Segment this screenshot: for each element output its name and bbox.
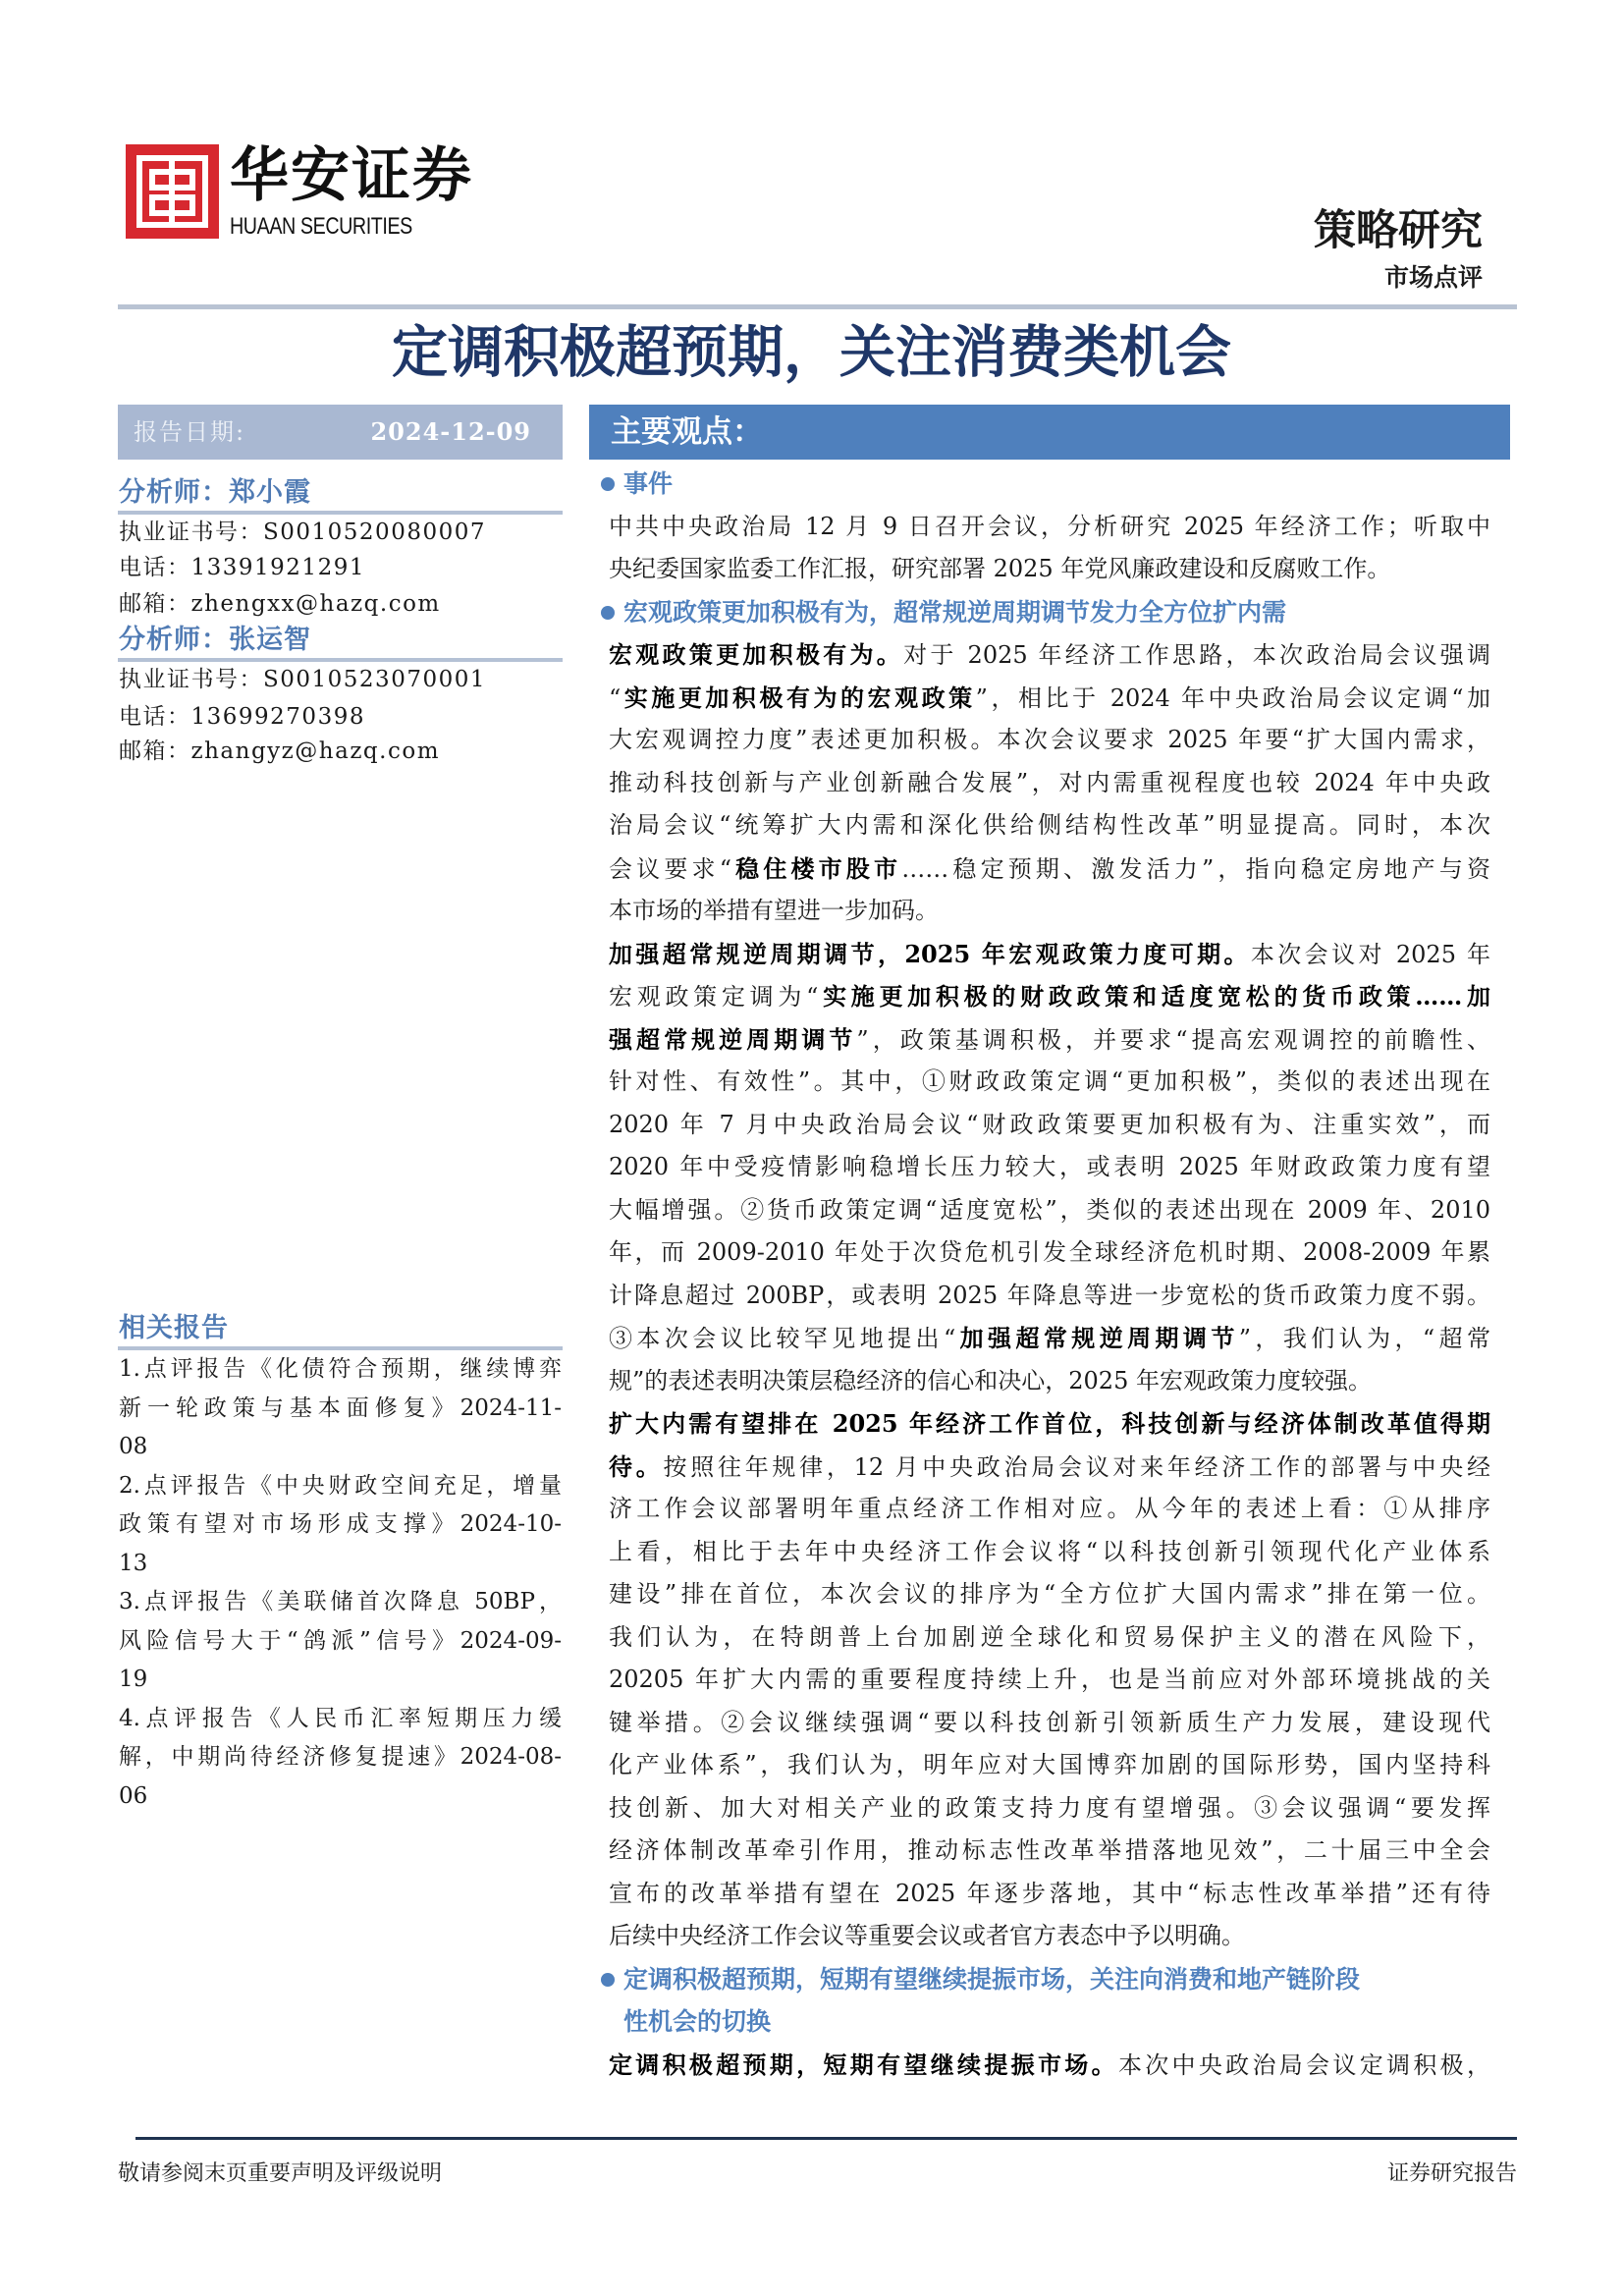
text-line (601, 1915, 1490, 1958)
related-report-line: 解，中期尚待经济修复提速》2024-08- (119, 1744, 562, 1770)
text-run: 针对性、有效性”。其中，①财政政策定调“更加积极”，类似的表述出现在 (609, 1067, 1490, 1095)
related-report-line: 19 (119, 1667, 148, 1692)
footer-doc-type: 证券研究报告 (1386, 2161, 1517, 2186)
key-point-section (601, 1958, 1490, 2087)
text-run: ”，政策基调积极，并要求“提高宏观调控的前瞻性、 (856, 1025, 1491, 1054)
text-run: 大幅增强。②货币政策定调“适度宽松”，类似的表述出现在 2009 年、2010 (609, 1195, 1490, 1224)
text-line (601, 933, 1490, 976)
report-title: 定调积极超预期，关注消费类机会 (392, 319, 1231, 385)
text-run: 宣布的改革举措有望在 2025 年逐步落地，其中“标志性改革举措”还有待 (609, 1879, 1490, 1907)
text-line (601, 1402, 1490, 1446)
text-line (601, 1616, 1490, 1660)
related-report-line: 2.点评报告《中央财政空间充足，增量 (119, 1472, 562, 1499)
paragraph (601, 933, 1490, 1403)
analyst-email[interactable]: 邮箱：zhengxx@hazq.com (119, 591, 441, 617)
text-run: 经济体制改革牵引作用，推动标志性改革举措落地见效”，二十届三中全会 (609, 1836, 1490, 1864)
related-report-item[interactable] (119, 1700, 562, 1817)
section-heading-text: 宏观政策更加积极有为，超常规逆周期调节发力全方位扩内需 (623, 597, 1287, 627)
related-report-item[interactable] (119, 1350, 562, 1467)
bold-text-run: 稳住楼市股市 (730, 853, 902, 883)
text-run: 计降息超过 200BP，或表明 2025 年降息等进一步宽松的货币政策力度不弱。 (609, 1281, 1490, 1309)
text-line (601, 804, 1490, 847)
bold-text-run: 实施更加积极有为的宏观政策 (621, 683, 976, 712)
text-run: ③本次会议比较罕见地提出“ (609, 1325, 956, 1352)
text-line (601, 1659, 1490, 1702)
related-report-line: 新一轮政策与基本面修复》2024-11- (119, 1394, 562, 1421)
related-report-line: 13 (119, 1550, 148, 1576)
report-subcategory: 市场点评 (1383, 263, 1483, 292)
bold-text-run: 宏观政策更加积极有为。 (609, 640, 904, 669)
text-run: 技创新、加大对相关产业的政策支持力度有望增强。③会议强调“要发挥 (609, 1793, 1490, 1822)
text-line (601, 548, 1490, 591)
related-report-line: 政策有望对市场形成支撑》2024-10- (119, 1511, 562, 1537)
text-line (601, 1360, 1490, 1403)
logo-text-cn: 华安证券 (230, 141, 473, 210)
bullet-icon (601, 1973, 615, 1987)
text-run: ……稳定预期、激发活力”，指向稳定房地产与资 (901, 854, 1490, 883)
text-run: 年，而 2009-2010 年处于次贷危机引发全球经济危机时期、2008-2009 年累 (609, 1238, 1490, 1266)
text-run: 后续中央经济工作会议等重要会议或者官方表态中予以明确。 (609, 1922, 1245, 1949)
bullet-icon (601, 606, 615, 620)
text-run: 2020 年 7 月中央政治局会议“财政政策要更加积极有为、注重实效”，而 (609, 1110, 1490, 1138)
paragraph (601, 2044, 1490, 2087)
text-line (601, 1231, 1490, 1275)
text-line (601, 1488, 1490, 1531)
text-line (601, 1787, 1490, 1831)
text-line (601, 1873, 1490, 1916)
text-run: 央纪委国家监委工作汇报，研究部署 2025 年党风廉政建设和反腐败工作。 (609, 555, 1391, 582)
text-line (601, 1189, 1490, 1232)
related-report-line: 1.点评报告《化债符合预期，继续博弈 (119, 1356, 562, 1382)
text-run: 我们认为，在特朗普上台加剧逆全球化和贸易保护主义的潜在风险下， (609, 1622, 1490, 1651)
text-run: 本次会议对 2025 年 (1250, 940, 1490, 968)
related-report-line: 06 (119, 1782, 148, 1809)
analyst-license: 执业证书号：S0010520080007 (119, 519, 486, 545)
text-run: 会议要求“ (609, 854, 731, 883)
section-heading-text: 定调积极超预期，短期有望继续提振市场，关注向消费和地产链阶段 (623, 1964, 1361, 1994)
text-run: 上看，相比于去年中央经济工作会议将“以科技创新引领现代化产业体系 (609, 1537, 1490, 1565)
bold-text-run: 加强超常规逆周期调节，2025 年宏观政策力度可期。 (609, 939, 1251, 968)
text-run: 治局会议“统筹扩大内需和深化供给侧结构性改革”明显提高。同时，本次 (609, 811, 1490, 839)
analyst-phone: 电话：13391921291 (119, 555, 365, 580)
report-date-bar (118, 405, 563, 460)
related-report-line: 3.点评报告《美联储首次降息 50BP， (119, 1589, 562, 1614)
text-line (601, 1146, 1490, 1189)
related-report-line: 08 (119, 1434, 148, 1459)
report-category: 策略研究 (1314, 206, 1483, 255)
section-heading (601, 463, 1490, 506)
related-report-item[interactable] (119, 1467, 562, 1584)
text-run: 济工作会议部署明年重点经济工作相对应。从今年的表述上看：①从排序 (609, 1495, 1490, 1522)
bold-text-run: 加强超常规逆周期调节 (955, 1324, 1239, 1352)
key-points-header: 主要观点： (589, 405, 1510, 460)
text-run: 按照往年规律，12 月中央政治局会议对来年经济工作的部署与中央经 (663, 1452, 1491, 1481)
text-run: 宏观政策定调为“ (609, 983, 819, 1011)
related-report-line: 风险信号大于“鸽派”信号》2024-09- (119, 1627, 562, 1654)
footer-disclaimer: 敬请参阅末页重要声明及评级说明 (118, 2161, 443, 2186)
section-heading (601, 1958, 1490, 2001)
text-line (601, 1275, 1490, 1318)
footer-divider (135, 2137, 1517, 2140)
section-heading-text: 事件 (623, 469, 674, 498)
text-run: “ (609, 683, 622, 712)
section-heading-text: 性机会的切换 (623, 2007, 772, 2036)
text-run: 20205 年扩大内需的重要程度持续上升，也是当前应对外部环境挑战的关 (609, 1666, 1490, 1693)
text-line (601, 719, 1490, 762)
text-line (601, 1830, 1490, 1873)
bold-text-run: 扩大内需有望排在 2025 年经济工作首位，科技创新与经济体制改革值得期 (609, 1409, 1490, 1438)
analyst-phone: 电话：13699270398 (119, 704, 365, 730)
key-point-section (601, 591, 1490, 1958)
text-line (601, 890, 1490, 933)
bold-text-run: 强超常规逆周期调节 (609, 1024, 857, 1054)
analyst-label: 分析师：张运智 (119, 625, 311, 655)
text-run: 对于 2025 年经济工作思路，本次政治局会议强调 (903, 641, 1490, 669)
key-point-section (601, 463, 1490, 591)
text-line (601, 1531, 1490, 1574)
text-line (601, 1317, 1490, 1360)
related-report-line: 4.点评报告《人民币汇率短期压力缓 (119, 1705, 562, 1731)
analyst-email[interactable]: 邮箱：zhangyz@hazq.com (119, 738, 441, 764)
related-reports-heading: 相关报告 (119, 1313, 229, 1343)
text-run: 本次中央政治局会议定调积极， (1117, 2050, 1490, 2079)
text-line (601, 762, 1490, 805)
analyst-label: 分析师：郑小霞 (119, 477, 311, 508)
text-line (601, 1446, 1490, 1489)
text-run: 建设”排在首位，本次会议的排序为“全方位扩大国内需求”排在第一位。 (609, 1580, 1490, 1608)
paragraph (601, 506, 1490, 591)
text-line (601, 1104, 1490, 1147)
text-run: 中共中央政治局 12 月 9 日召开会议，分析研究 2025 年经济工作；听取中 (609, 512, 1490, 540)
key-points-body (601, 463, 1490, 2086)
text-line (601, 633, 1490, 677)
bold-text-run: 待。 (609, 1451, 664, 1481)
related-report-item[interactable] (119, 1583, 562, 1700)
text-run: 键举措。②会议继续强调“要以科技创新引领新质生产力发展，建设现代 (609, 1708, 1490, 1736)
text-line (601, 2044, 1490, 2087)
text-run: 本市场的举措有望进一步加码。 (609, 897, 939, 924)
text-run: 大宏观调控力度”表述更加积极。本次会议要求 2025 年要“扩大国内需求， (609, 726, 1490, 753)
text-line (601, 975, 1490, 1018)
related-reports-list (119, 1350, 562, 1816)
text-run: 规”的表述表明决策层稳经济的信心和决心，2025 年宏观政策力度较强。 (609, 1366, 1372, 1394)
bullet-icon (601, 477, 615, 491)
section-heading (601, 2000, 1490, 2044)
section-heading (601, 591, 1490, 634)
text-run: 2020 年中受疫情影响稳增长压力较大，或表明 2025 年财政政策力度有望 (609, 1153, 1490, 1180)
text-run: ”，我们认为，“超常 (1238, 1325, 1490, 1352)
text-line (601, 506, 1490, 549)
paragraph (601, 633, 1490, 933)
text-run: 化产业体系”，我们认为，明年应对大国博弈加剧的国际形势，国内坚持科 (609, 1751, 1490, 1778)
report-date-value: 2024-12-09 (370, 417, 531, 446)
text-line (601, 1744, 1490, 1787)
text-line (601, 1061, 1490, 1104)
bold-text-run: 定调积极超预期，短期有望继续提振市场。 (609, 2050, 1118, 2079)
bold-text-run: 实施更加积极的财政政策和适度宽松的货币政策……加 (818, 982, 1490, 1011)
paragraph (601, 1402, 1490, 1958)
text-run: 推动科技创新与产业创新融合发展”，对内需重视程度也较 2024 年中央政 (609, 768, 1490, 796)
text-run: ”，相比于 2024 年中央政治局会议定调“加 (975, 683, 1491, 712)
analyst-license: 执业证书号：S0010523070001 (119, 667, 486, 692)
text-line (601, 1573, 1490, 1616)
text-line (601, 1702, 1490, 1745)
header-divider (118, 304, 1517, 309)
text-line (601, 847, 1490, 891)
text-line (601, 677, 1490, 720)
text-line (601, 1018, 1490, 1062)
logo-mark-icon (126, 144, 219, 239)
report-date-label: 报告日期: (134, 418, 246, 446)
logo-text-en: HUAAN SECURITIES (230, 213, 412, 240)
